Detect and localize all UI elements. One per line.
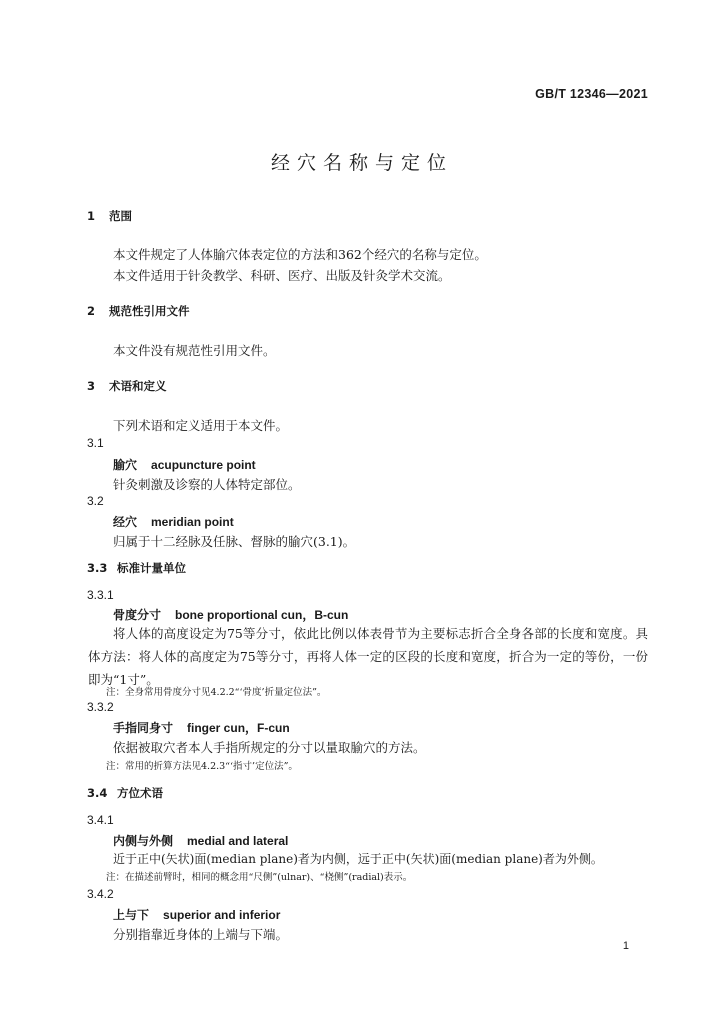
term-3-1-definition: 针灸刺激及诊察的人体特定部位。 (113, 477, 301, 492)
term-3-4-2-definition: 分别指靠近身体的上端与下端。 (113, 927, 289, 942)
section-2-heading (87, 303, 190, 319)
section-1-title: 范围 (109, 209, 132, 223)
term-3-3-2-chinese: 手指同身寸 (113, 721, 174, 735)
term-3-2-number: 3.2 (87, 494, 104, 508)
term-3-4-1-heading (113, 832, 288, 849)
term-3-3-1-note: 注：全身常用骨度分寸见4.2.2“‘骨度’折量定位法”。 (106, 687, 327, 698)
term-3-2-definition: 归属于十二经脉及任脉、督脉的腧穴(3.1)。 (113, 534, 356, 549)
term-3-2-english: meridian point (151, 515, 234, 529)
section-3-3-heading (87, 560, 186, 576)
term-3-4-2-english: superior and inferior (163, 908, 281, 922)
section-1-paragraph-2: 本文件适用于针灸教学、科研、医疗、出版及针灸学术交流。 (113, 268, 451, 283)
section-1-paragraph-1: 本文件规定了人体腧穴体表定位的方法和362个经穴的名称与定位。 (113, 247, 487, 262)
term-3-4-1-note: 注：在描述前臂时，相同的概念用“尺侧”(ulnar)、“桡侧”(radial)表示。 (106, 872, 413, 883)
term-3-3-1-number: 3.3.1 (87, 588, 114, 602)
term-3-1-number: 3.1 (87, 436, 104, 450)
term-3-3-1-heading (113, 606, 348, 623)
term-3-4-1-chinese: 内侧与外侧 (113, 834, 174, 848)
section-3-title: 术语和定义 (109, 379, 167, 393)
section-1-heading (87, 208, 132, 224)
term-3-3-1-chinese: 骨度分寸 (113, 608, 162, 622)
term-3-4-1-number: 3.4.1 (87, 813, 114, 827)
term-3-4-2-heading (113, 906, 280, 923)
term-3-4-1-english: medial and lateral (187, 834, 289, 848)
term-3-3-2-english: finger cun，F-cun (187, 721, 290, 735)
term-3-4-2-number: 3.4.2 (87, 887, 114, 901)
section-3-4-title: 方位术语 (117, 786, 163, 800)
document-title: 经穴名称与定位 (270, 152, 453, 174)
standard-code-header: GB/T 12346—2021 (535, 87, 648, 101)
section-3-heading (87, 378, 167, 394)
section-1-number: 1 (87, 209, 96, 223)
page-number: 1 (622, 940, 629, 952)
section-3-4-number: 3.4 (87, 786, 108, 800)
term-3-1-heading (113, 456, 256, 473)
section-3-3-title: 标准计量单位 (117, 561, 186, 575)
section-3-3-number: 3.3 (87, 561, 108, 575)
term-3-4-2-chinese: 上与下 (113, 908, 150, 922)
term-3-2-heading (113, 513, 234, 530)
term-3-1-chinese: 腧穴 (113, 458, 138, 472)
term-3-3-2-note: 注：常用的折算方法见4.2.3“‘指寸’定位法”。 (106, 761, 298, 772)
section-2-title: 规范性引用文件 (109, 304, 190, 318)
section-2-paragraph-1: 本文件没有规范性引用文件。 (113, 343, 276, 358)
section-3-paragraph-1: 下列术语和定义适用于本文件。 (113, 418, 289, 433)
term-3-1-english: acupuncture point (151, 458, 256, 472)
term-3-3-2-heading (113, 719, 290, 736)
term-3-4-1-definition: 近于正中(矢状)面(median plane)者为内侧，远于正中(矢状)面(median plane)者为外侧。 (113, 852, 603, 866)
term-3-2-chinese: 经穴 (113, 515, 138, 529)
section-3-4-heading (87, 785, 163, 801)
term-3-3-1-english: bone proportional cun，B-cun (175, 608, 349, 622)
section-3-number: 3 (87, 379, 96, 393)
term-3-3-1-definition: 将人体的高度设定为75等分寸，依此比例以体表骨节为主要标志折合全身各部的长度和宽度。具体方法：将人体的高度定为75等分寸，再将人体一定的区段的长度和宽度，折合为一定的等份，一份即为“1寸”。 (88, 626, 648, 687)
section-2-number: 2 (87, 304, 96, 318)
term-3-3-2-number: 3.3.2 (87, 700, 114, 714)
term-3-3-2-definition: 依据被取穴者本人手指所规定的分寸以量取腧穴的方法。 (113, 740, 426, 755)
